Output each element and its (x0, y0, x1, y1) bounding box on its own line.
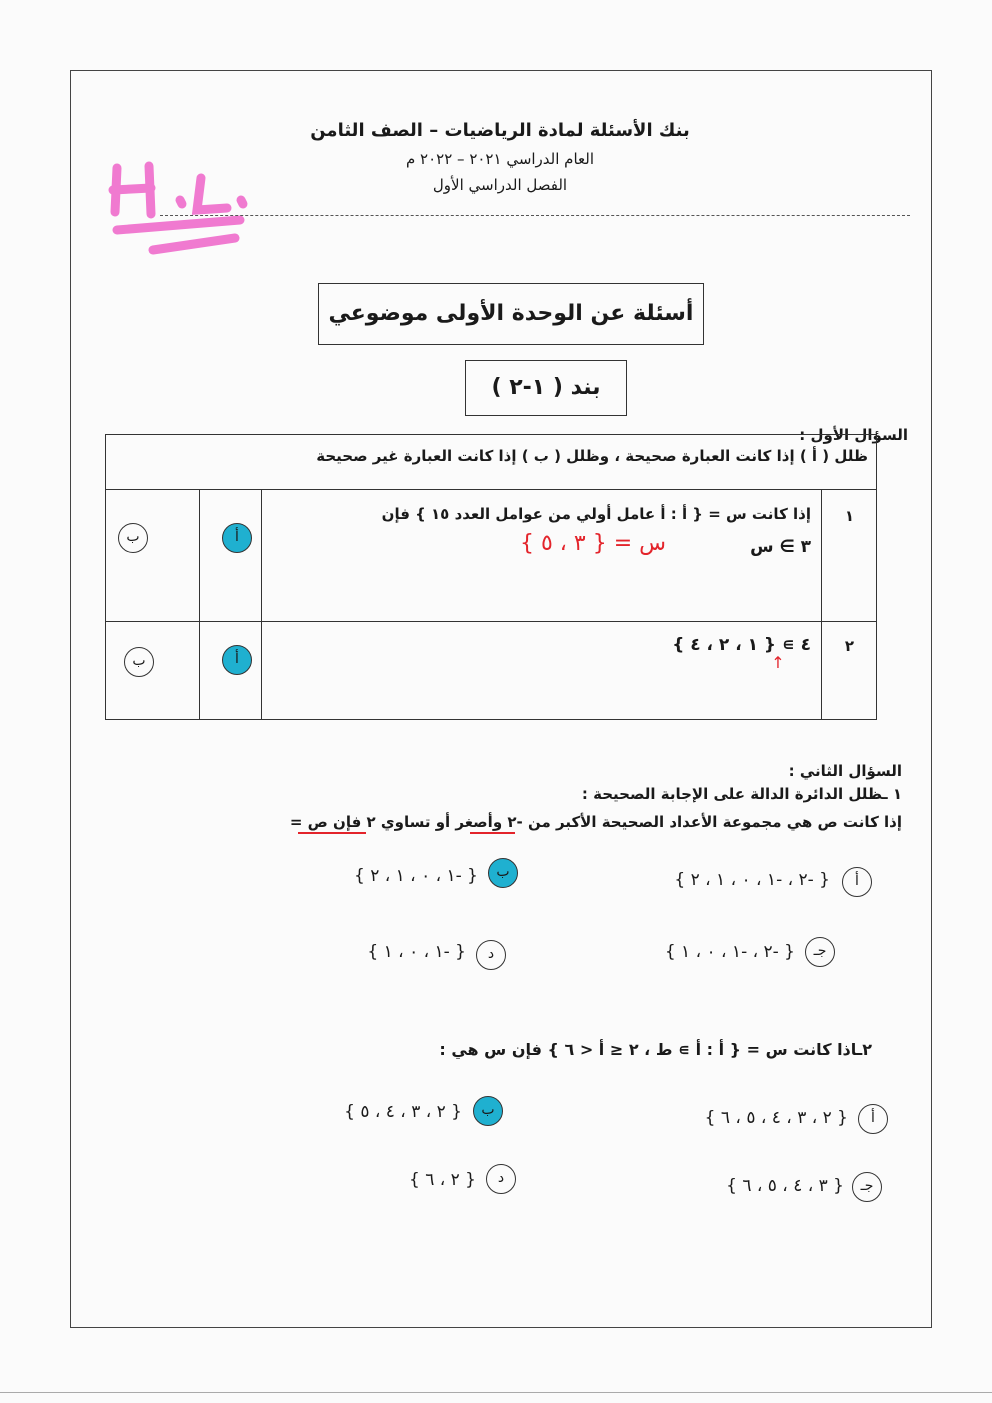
q2-p1-text: إذا كانت ص هي مجموعة الأعداد الصحيحة الأكبر من -٢ وأصغر أو تساوي ٢ فإن ص = (289, 813, 902, 831)
q2-p1-option-d-value: { -١ ، ٠ ، ١ } (367, 942, 466, 962)
q1-instruction: ظلل ( أ ) إذا كانت العبارة صحيحة ، وظلل ( ب ) إذا كانت العبارة غير صحيحة (316, 447, 868, 465)
unit-title: أسئلة عن الوحدة الأولى موضوعي (318, 283, 704, 345)
q2-label: السؤال الثاني : (788, 762, 902, 780)
q2-p2-text: ٢ـاذا كانت س = { أ : أ ∍ ط ، ٢ ≤ أ < ٦ } فإن س هي : (439, 1040, 872, 1059)
q2-p2-option-b[interactable]: ب (473, 1096, 503, 1126)
q1-item2-red-arrow: ↑ (771, 653, 785, 672)
q2-p1-option-c-value: { -٢ ، -١ ، ٠ ، ١ } (664, 942, 795, 962)
q1-label: السؤال الأول : (799, 426, 908, 444)
q1-item1-option-b[interactable]: ب (118, 523, 148, 553)
bottom-edge (0, 1392, 992, 1393)
q2-p1-option-a-value: { -٢ ، -١ ، ٠ ، ١ ، ٢ } (674, 870, 830, 890)
header-title: بنك الأسئلة لمادة الرياضيات – الصف الثامن (310, 120, 690, 141)
q2-p1-option-a[interactable]: أ (842, 867, 872, 897)
q2-p2-option-a[interactable]: أ (858, 1104, 888, 1134)
q2-p2-option-d-value: { ٢ ، ٦ } (408, 1170, 476, 1190)
q2-instruction: ١ ـظلل الدائرة الدالة على الإجابة الصحيحة : (581, 785, 902, 803)
q2-p1-underline-akbar (470, 832, 515, 834)
q1-item1-text: إذا كانت س = { أ : أ عامل أولي من عوامل العدد ١٥ } فإن (381, 505, 811, 523)
q1-item2-option-a[interactable]: أ (222, 645, 252, 675)
q1-item2-text: ٤ ∍ { ١ ، ٢ ، ٤ } (672, 635, 811, 655)
q1-item1-number: ١ (844, 507, 855, 525)
q2-p2-option-b-value: { ٢ ، ٣ ، ٤ ، ٥ } (344, 1102, 462, 1122)
q2-p1-option-b-value: { -١ ، ٠ ، ١ ، ٢ } (353, 866, 478, 886)
header-year: العام الدراسي ٢٠٢١ – ٢٠٢٢ م (405, 150, 595, 168)
q2-p2-option-d[interactable]: د (486, 1164, 516, 1194)
initials-text: H.L. (105, 145, 136, 164)
header-divider (160, 215, 910, 216)
q1-item1-handwritten-answer: س = { ٣ ، ٥ } (519, 531, 666, 556)
q1-table (105, 434, 877, 720)
q1-item1-line2: ٣ ∋ س (750, 537, 811, 557)
q2-p1-underline-tusawi (298, 832, 366, 834)
header-term: الفصل الدراسي الأول (432, 176, 568, 194)
q2-p2-option-a-value: { ٢ ، ٣ ، ٤ ، ٥ ، ٦ } (704, 1108, 848, 1128)
q2-p2-option-c-value: { ٣ ، ٤ ، ٥ ، ٦ } (726, 1176, 844, 1196)
section-title: بند ( ١-٢ ) (465, 360, 627, 416)
q2-p1-option-d[interactable]: د (476, 940, 506, 970)
q1-item2-option-b[interactable]: ب (124, 647, 154, 677)
q2-p1-option-c[interactable]: جـ (805, 937, 835, 967)
q2-p1-option-b[interactable]: ب (488, 858, 518, 888)
q1-item1-option-a[interactable]: أ (222, 523, 252, 553)
q2-p2-option-c[interactable]: جـ (852, 1172, 882, 1202)
q1-item2-number: ٢ (844, 637, 855, 655)
handwritten-initials (105, 145, 255, 260)
